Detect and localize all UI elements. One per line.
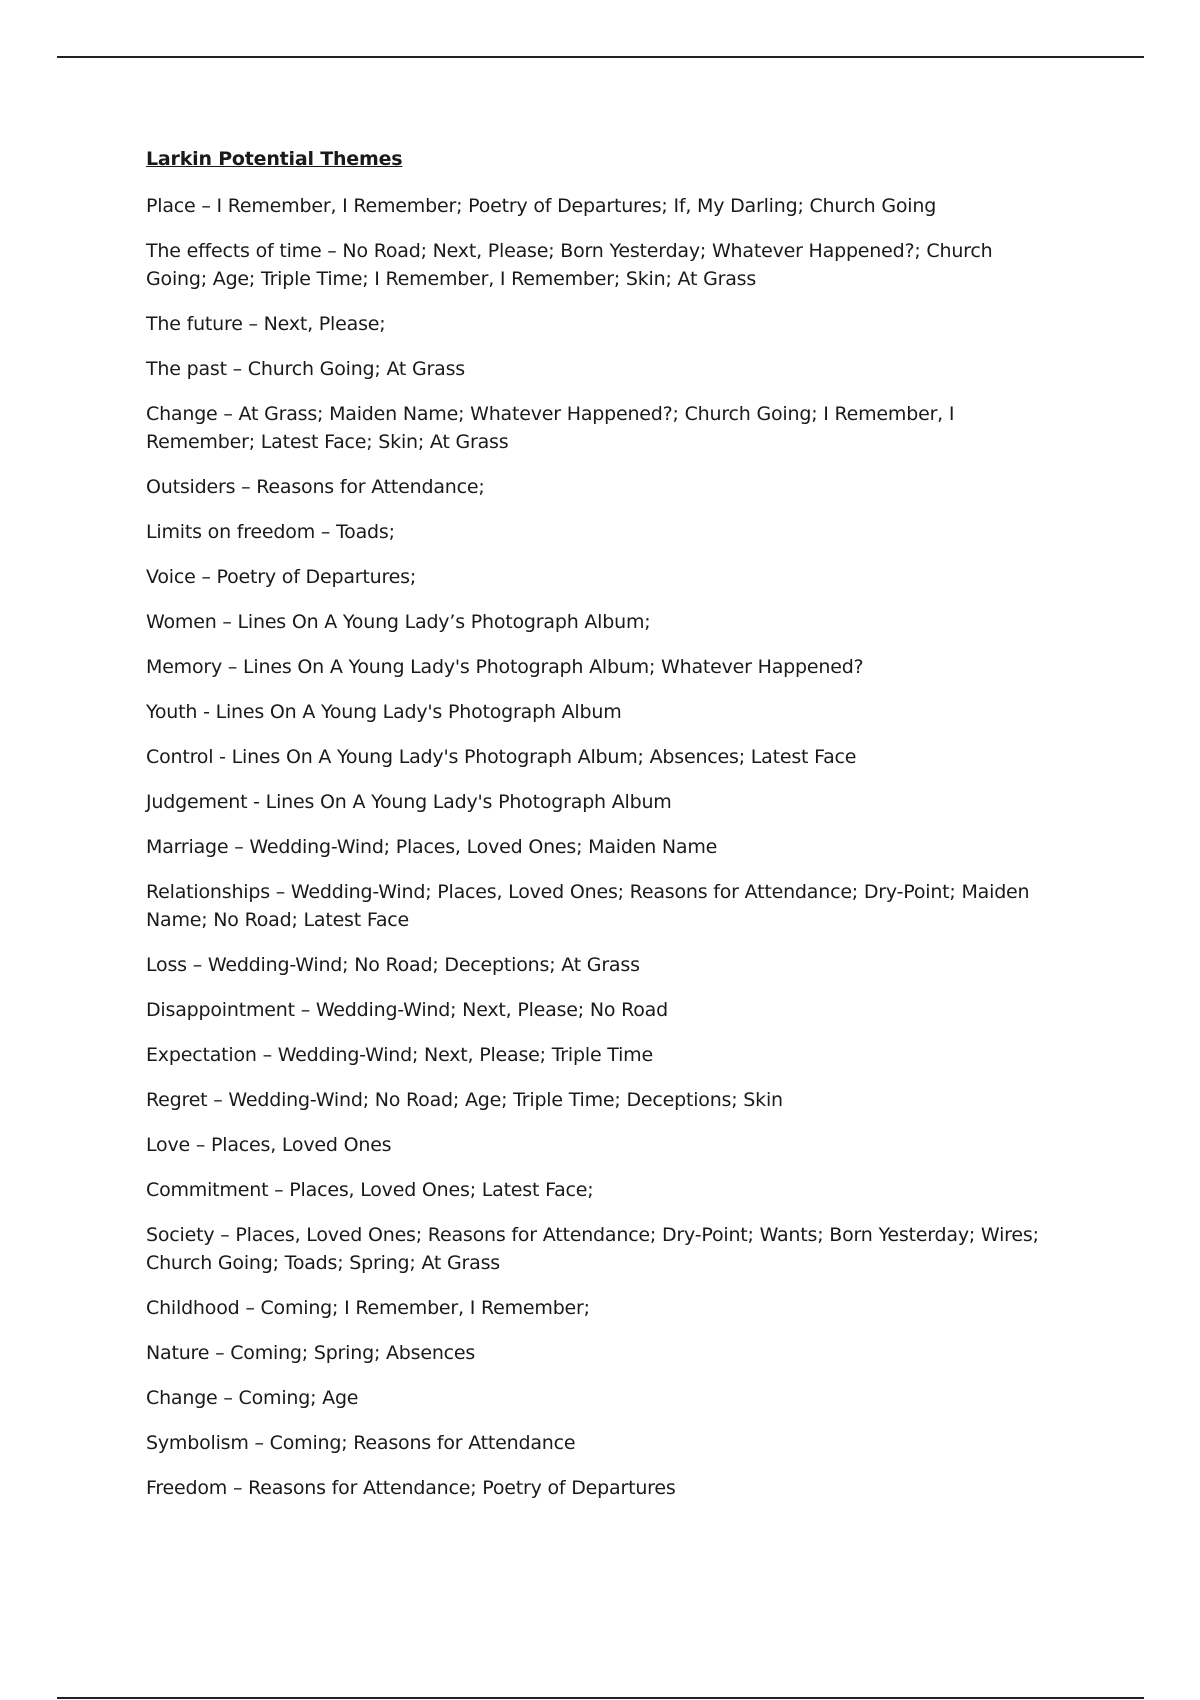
- theme-item: Judgement - Lines On A Young Lady's Photograph Album: [146, 791, 672, 813]
- theme-item: Childhood – Coming; I Remember, I Remember;: [146, 1297, 590, 1319]
- theme-item: Outsiders – Reasons for Attendance;: [146, 476, 485, 498]
- theme-item: Change – Coming; Age: [146, 1387, 359, 1409]
- theme-item: Youth - Lines On A Young Lady's Photograph Album: [146, 701, 622, 723]
- theme-item: The effects of time – No Road; Next, Please; Born Yesterday; Whatever Happened?; Church Going; Age; Triple Time; I Remember, I Remember; Skin; At Grass: [146, 240, 993, 290]
- theme-item: Marriage – Wedding-Wind; Places, Loved Ones; Maiden Name: [146, 836, 718, 858]
- theme-item: Place – I Remember, I Remember; Poetry of Departures; If, My Darling; Church Going: [146, 195, 937, 217]
- document-title: Larkin Potential Themes: [146, 148, 403, 170]
- theme-item: Women – Lines On A Young Lady’s Photograph Album;: [146, 611, 651, 633]
- top-rule: [57, 56, 1144, 58]
- theme-item: The future – Next, Please;: [146, 313, 386, 335]
- theme-item: Nature – Coming; Spring; Absences: [146, 1342, 476, 1364]
- theme-item: Love – Places, Loved Ones: [146, 1134, 392, 1156]
- theme-item: Relationships – Wedding-Wind; Places, Loved Ones; Reasons for Attendance; Dry-Point; Maiden Name; No Road; Latest Face: [146, 881, 1030, 931]
- theme-item: Limits on freedom – Toads;: [146, 521, 395, 543]
- theme-item: Symbolism – Coming; Reasons for Attendance: [146, 1432, 576, 1454]
- theme-item: The past – Church Going; At Grass: [146, 358, 465, 380]
- theme-item: Voice – Poetry of Departures;: [146, 566, 417, 588]
- theme-item: Control - Lines On A Young Lady's Photograph Album; Absences; Latest Face: [146, 746, 857, 768]
- theme-item: Freedom – Reasons for Attendance; Poetry of Departures: [146, 1477, 676, 1499]
- theme-item: Change – At Grass; Maiden Name; Whatever Happened?; Church Going; I Remember, I Remember; Latest Face; Skin; At Grass: [146, 403, 955, 453]
- theme-item: Society – Places, Loved Ones; Reasons for Attendance; Dry-Point; Wants; Born Yesterday; Wires; Church Going; Toads; Spring; At Grass: [146, 1224, 1039, 1274]
- theme-list: [146, 192, 1046, 1502]
- theme-item: Commitment – Places, Loved Ones; Latest Face;: [146, 1179, 594, 1201]
- bottom-rule: [57, 1697, 1144, 1699]
- theme-item: Disappointment – Wedding-Wind; Next, Please; No Road: [146, 999, 668, 1021]
- theme-item: Memory – Lines On A Young Lady's Photograph Album; Whatever Happened?: [146, 656, 864, 678]
- theme-item: Loss – Wedding-Wind; No Road; Deceptions; At Grass: [146, 954, 640, 976]
- theme-item: Expectation – Wedding-Wind; Next, Please; Triple Time: [146, 1044, 653, 1066]
- document-body: [146, 146, 1046, 1519]
- theme-item: Regret – Wedding-Wind; No Road; Age; Triple Time; Deceptions; Skin: [146, 1089, 783, 1111]
